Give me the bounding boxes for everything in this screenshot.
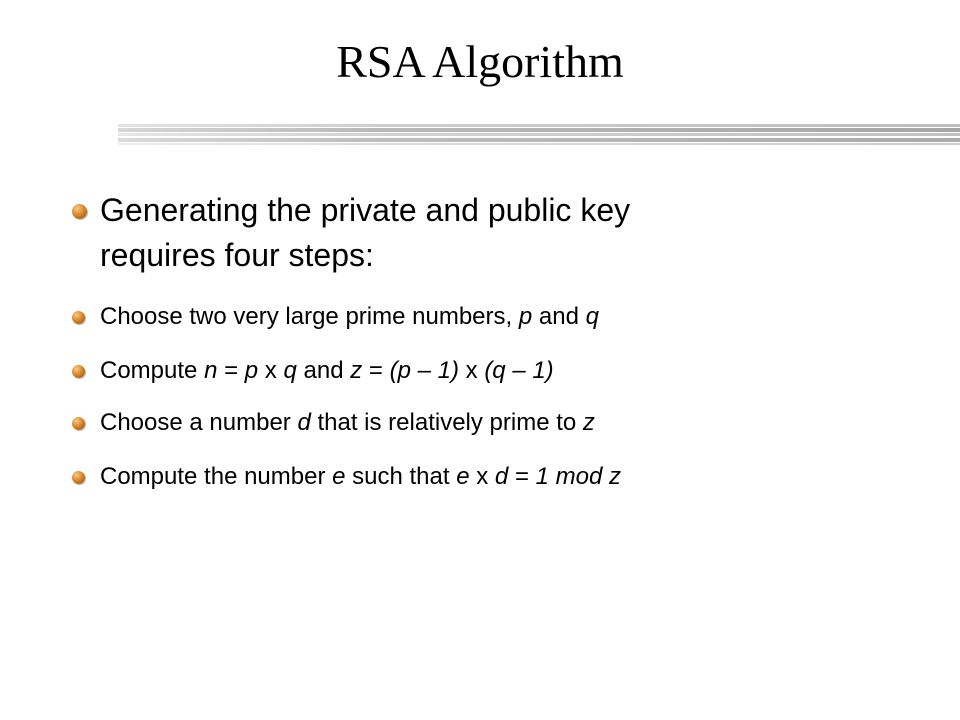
divider-line [118,143,960,145]
step-text: Choose two very large prime numbers, p and q [100,303,599,330]
bullet-icon [72,365,85,378]
bullet-icon [72,471,85,484]
divider-line [118,133,960,136]
step-text: Choose a number d that is relatively prime to z [100,409,595,436]
divider-line [118,124,960,127]
main-bullet-line2: requires four steps: [100,237,374,273]
step-text: Compute the number e such that e x d = 1 mod z [100,463,622,490]
bullet-icon [72,417,85,430]
step-text: Compute n = p x q and z = (p – 1) x (q – 1) [100,357,554,384]
divider-line [118,128,960,132]
slide-title: RSA Algorithm [336,36,624,87]
main-bullet-line1: Generating the private and public key [100,192,631,228]
bullet-icon [72,311,85,324]
bullet-icon [72,204,87,219]
divider-line [118,138,960,142]
